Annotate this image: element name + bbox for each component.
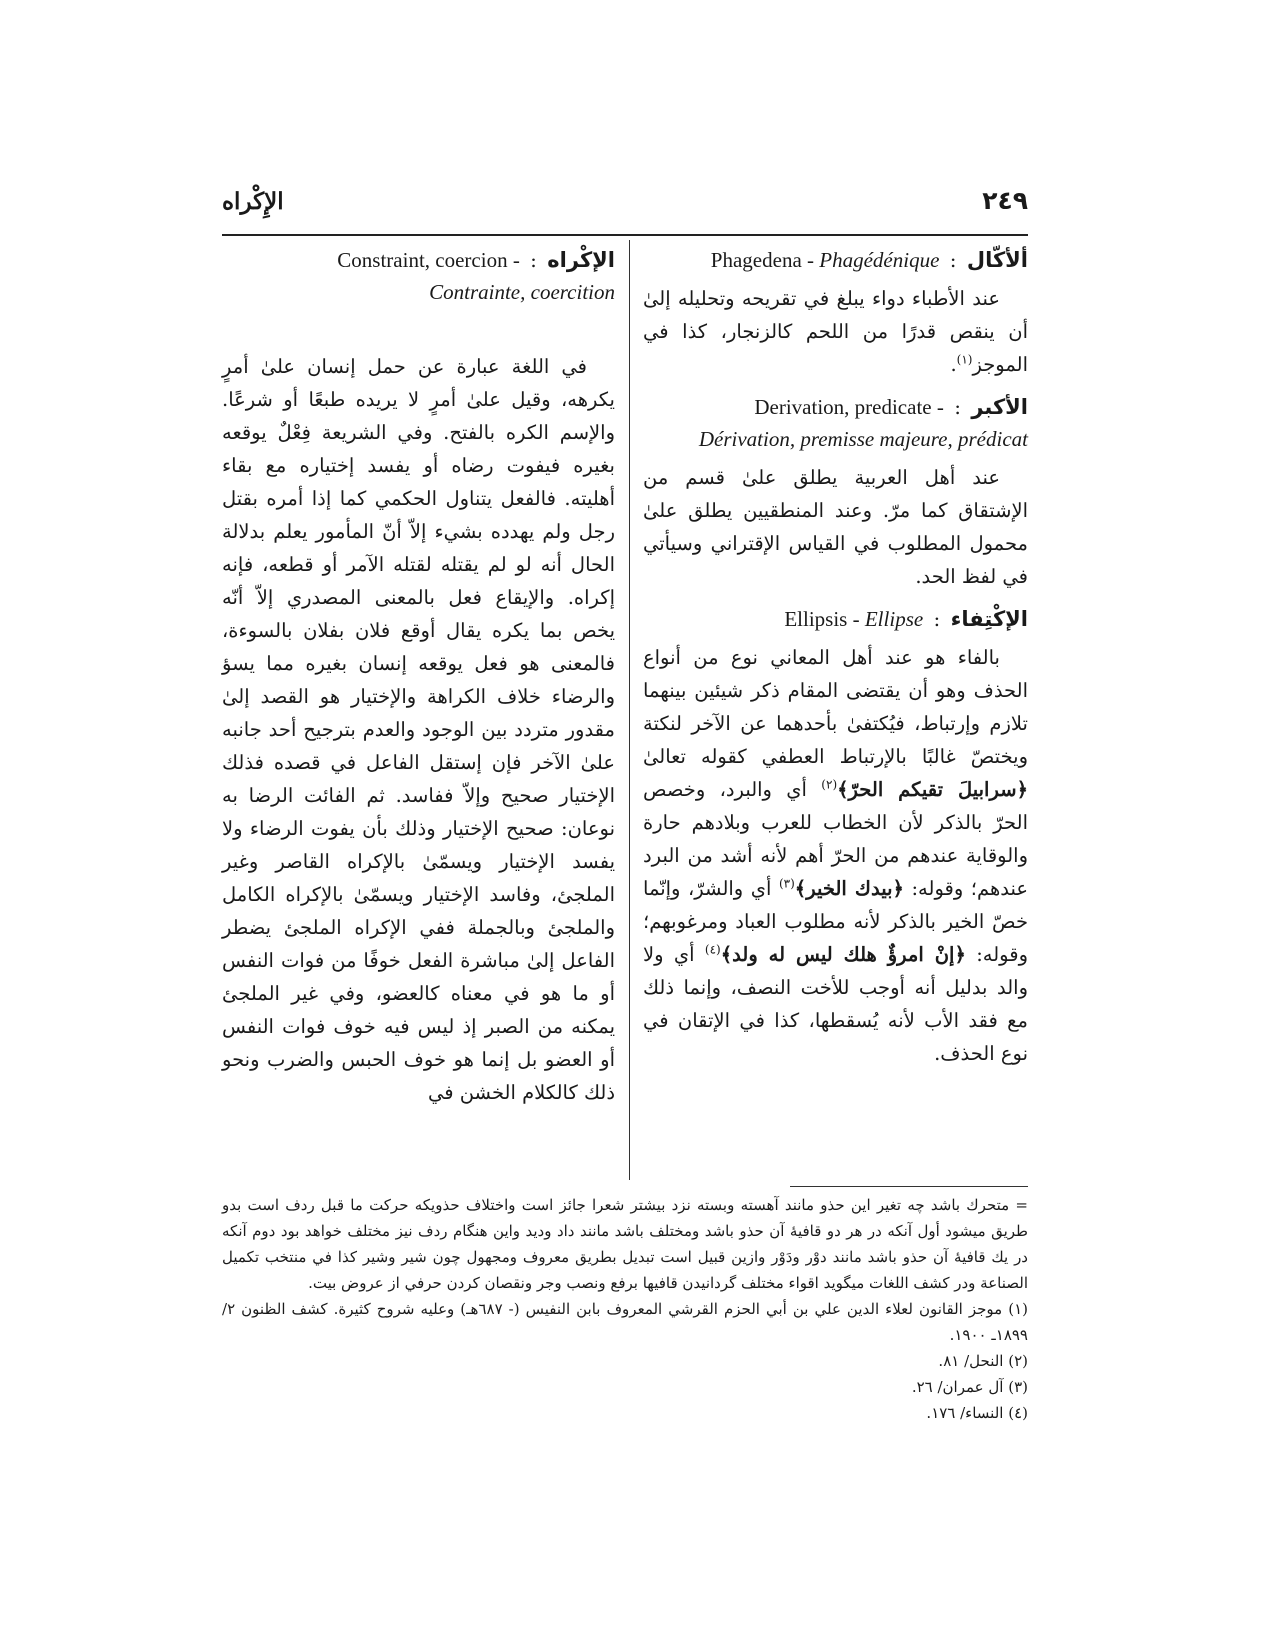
entry-heading: ألأكّال : Phagedena - Phagédénique	[710, 248, 1028, 272]
footnote-ref: (٣)	[778, 876, 795, 891]
quran-quote: ﴿سرابيلَ تقيكم الحرّ﴾	[837, 778, 1029, 801]
page-header	[222, 184, 1028, 224]
page-number: ٢٤٩	[982, 186, 1028, 215]
entry-translation: Constraint, coercion -	[337, 248, 520, 272]
entry-heading: الأكبر : Derivation, predicate -	[754, 395, 1028, 419]
entry-term: الأكبر	[971, 395, 1028, 419]
entry-term: الإكْتِفاء	[950, 607, 1028, 631]
entry-translation: Ellipsis - Ellipse	[784, 607, 924, 631]
footnote-item: (٤) النساء/ ١٧٦.	[926, 1404, 1028, 1422]
entry-term: الإكْراه	[547, 248, 615, 272]
footnote-item: (٢) النحل/ ٨١.	[938, 1352, 1028, 1370]
header-rule	[222, 234, 1028, 236]
column-divider	[629, 240, 630, 1180]
right-column	[643, 244, 1028, 1080]
entry-definition: بالفاء هو عند أهل المعاني نوع من أنواع الحذف وهو أن يقتضى المقام ذكر شيئين بينهما تلازم وإرتباط، فيُكتفىٰ بأحدهما عن الآخر لنكتة ويختصّ غالبًا بالإرتباط العطفي كقوله تعالىٰ ﴿سرابيلَ تقيكم الحرّ﴾$^{(٢)}$ أي والبرد، وخصص الحرّ بالذكر لأن الخطاب للعرب وبلادهم حارة والوقاية عندهم من الحرّ أهم لأنه أشد من البرد عندهم؛ وقوله: ﴿بيدك الخير﴾$^{(٣)}$ أي والشرّ، وإنّما خصّ الخير بالذكر لأنه مطلوب العباد ومرغوبهم؛ وقوله: ﴿إنْ امرؤٌ هلك ليس له ولد﴾$^{(٤)}$ أي ولا والد بدليل أنه أوجب للأخت النصف، وإنما ذلك مع فقد الأب لأنه يُسقطها، كذا في الإتقان في نوع الحذف.	[643, 646, 1029, 1065]
entry-translation: Phagedena - Phagédénique	[710, 248, 940, 272]
quran-quote: ﴿بيدك الخير﴾	[794, 877, 904, 900]
running-head: الإِكْراه	[222, 188, 284, 215]
quran-quote: ﴿إنْ امرؤٌ هلك ليس له ولد﴾	[720, 943, 966, 966]
footnotes	[222, 1192, 1028, 1426]
entry-french: Contrainte, coercition	[429, 280, 615, 304]
footnote-continuation: = متحرك باشد چه تغير اين حذو مانند آهسته وبسته نزد بيشتر شعرا جائز است واختلاف حذويكه حركت ما قبل ردف است بدو طريق ميشود أول آنكه در هر دو قافيۀ آن حذو باشد ومختلف باشد مانند داد وديد واين هنگام ردف نيز مختلف خواهد بود دوم آنكه در يك قافيۀ آن حذو باشد مانند دوْر ودَوْر وازين قبيل است تبديل بطريق معروف ومجهول چون شير وشير كذا في منتخب تكميل الصناعة ودر كشف اللغات ميگويد اقواء مختلف گردانيدن قافيها برفع ونصب وجر ونقصان كردن حرفي از عروض بيت.	[222, 1196, 1028, 1292]
footnote-rule	[790, 1186, 1028, 1187]
entry-heading: الإكْتِفاء : Ellipsis - Ellipse	[784, 607, 1028, 631]
entry-definition: عند الأطباء دواء يبلغ في تقريحه وتحليله إلىٰ أن ينقص قدرًا من اللحم كالزنجار، كذا في الموجز$^{(١)}$.	[643, 287, 1028, 376]
footnote-item: (٣) آل عمران/ ٢٦.	[911, 1378, 1028, 1396]
footnote-ref: (١)	[956, 352, 973, 367]
footnote-ref: (٢)	[821, 777, 838, 792]
footnote-ref: (٤)	[704, 942, 721, 957]
left-column	[222, 244, 615, 1119]
footnote-item: (١) موجز القانون لعلاء الدين علي بن أبي الحزم القرشي المعروف بابن النفيس (- ٦٨٧هـ) وعليه شروح كثيرة. كشف الظنون ٢/ ١٨٩٩ـ ١٩٠٠.	[222, 1300, 1028, 1344]
entry-translation: Derivation, predicate -	[754, 395, 944, 419]
entry-definition: في اللغة عبارة عن حمل إنسان علىٰ أمرٍ يكرهه، وقيل علىٰ أمرٍ لا يريده طبعًا أو شرعًا. والإسم الكره بالفتح. وفي الشريعة فِعْلٌ يوقعه بغيره فيفوت رضاه أو يفسد إختياره مع بقاء أهليته. فالفعل يتناول الحكمي كما إذا أمره بقتل رجل ولم يهدده بشيء إلاّ أنّ المأمور يعلم بدلالة الحال أنه لو لم يقتله لقتله الآمر أو قطعه، فإنه إكراه. والإيقاع فعل بالمعنى المصدري إلاّ أنّه يخص بما يكره يقال أوقع فلان بفلان بالسوءة، فالمعنى هو فعل يوقعه إنسان بغيره مما يسؤ والرضاء خلاف الكراهة والإختيار هو القصد إلىٰ مقدور متردد بين الوجود والعدم بترجيح أحد جانبه علىٰ الآخر فإن إستقل الفاعل في قصده فذلك الإختيار صحيح وإلاّ ففاسد. ثم الفائت الرضا به نوعان: صحيح الإختيار وذلك بأن يفوت الرضاء ولا يفسد الإختيار ويسمّىٰ بالإكراه القاصر وغير الملجئ، وفاسد الإختيار ويسمّىٰ بالإكراه الكامل والملجئ وبالجملة ففي الإكراه الملجئ يضطر الفاعل إلىٰ مباشرة الفعل خوفًا من فوات النفس أو ما هو في معناه كالعضو، وفي غير الملجئ يمكنه من الصبر إذ ليس فيه خوف فوات النفس أو العضو بل إنما هو خوف الحبس والضرب ونحو ذلك كالكلام الخشن في	[222, 355, 615, 1104]
entry-definition: عند أهل العربية يطلق علىٰ قسم من الإشتقاق كما مرّ. وعند المنطقيين يطلق علىٰ محمول المطلوب في القياس الإقتراني وسيأتي في لفظ الحد.	[643, 466, 1028, 588]
entry-heading: الإكْراه : Constraint, coercion -	[337, 248, 615, 272]
entry-term: ألأكّال	[966, 248, 1028, 272]
entry-french: Dérivation, premisse majeure, prédicat	[698, 427, 1028, 451]
